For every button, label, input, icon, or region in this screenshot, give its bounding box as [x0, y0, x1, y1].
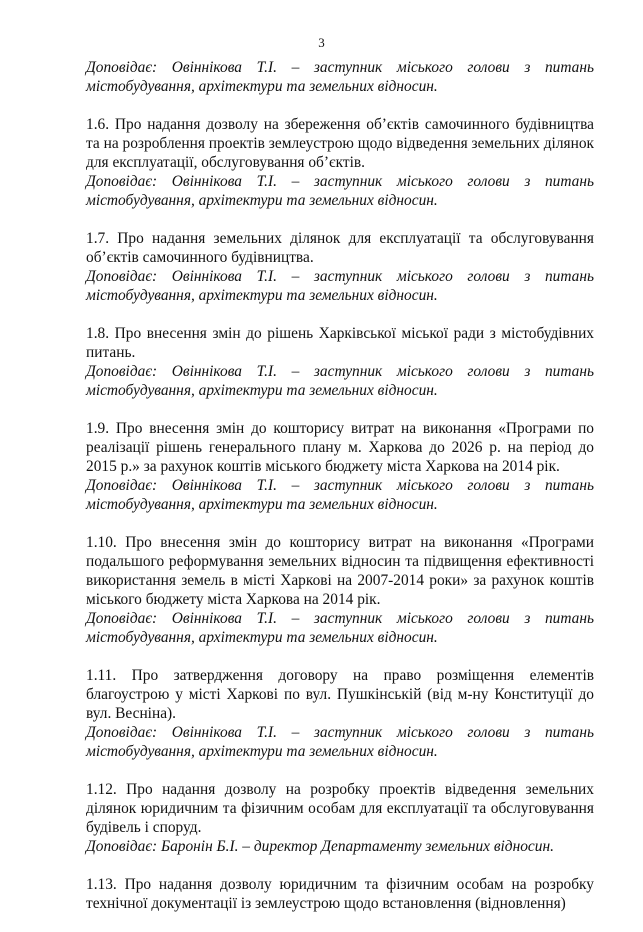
intro-reporter: [86, 58, 594, 96]
reporter-line: містобудування, архітектури та земельних відносин.: [86, 382, 438, 399]
agenda-item-1-11: [86, 666, 594, 761]
reporter-line: містобудування, архітектури та земельних відносин.: [86, 287, 438, 304]
agenda-item-title: 1.7. Про надання земельних ділянок для експлуатації та обслуговування об’єктів самочинного будівництва.: [86, 230, 594, 266]
agenda-item-1-6: [86, 115, 594, 210]
reporter-line: Доповідає: Овіннікова Т.І. – заступник міського голови з питань: [86, 477, 594, 494]
reporter-line: містобудування, архітектури та земельних відносин.: [86, 192, 438, 209]
reporter-line: Доповідає: Овіннікова Т.І. – заступник міського голови з питань: [86, 363, 594, 380]
agenda-item-1-7: [86, 229, 594, 305]
reporter-line: Доповідає: Овіннікова Т.І. – заступник міського голови з питань: [86, 610, 594, 627]
page-number: 3: [318, 35, 325, 50]
agenda-item-title: 1.12. Про надання дозволу на розробку проектів відведення земельних ділянок юридичним та фізичним особам для експлуатації та обслуговування будівель і споруд.: [86, 781, 594, 836]
reporter-line: Доповідає: Овіннікова Т.І. – заступник міського голови з питань: [86, 173, 594, 190]
reporter-line: Доповідає: Овіннікова Т.І. – заступник міського голови з питань: [86, 268, 594, 285]
agenda-item-title: 1.10. Про внесення змін до кошторису витрат на виконання «Програми подальшого реформування земельних відносин та підвищення ефективності використання земель в місті Харкові на 2007-2014 роки» за рахунок коштів міського бюджету міста Харкова на 2014 рік.: [86, 534, 594, 608]
agenda-item-title: 1.11. Про затвердження договору на право розміщення елементів благоустрою у місті Харкові по вул. Пушкінській (від м-ну Конституції до вул. Весніна).: [86, 667, 594, 722]
reporter-line: Доповідає: Баронін Б.І. – директор Департаменту земельних відносин.: [86, 838, 554, 855]
reporter-line: містобудування, архітектури та земельних відносин.: [86, 743, 438, 760]
agenda-item-1-8: [86, 324, 594, 400]
agenda-item-title: 1.6. Про надання дозволу на збереження об’єктів самочинного будівництва та на розроблення проектів землеустрою щодо відведення земельних ділянок для експлуатації, обслуговування об’єктів.: [86, 116, 594, 171]
reporter-line: містобудування, архітектури та земельних відносин.: [86, 496, 438, 513]
agenda-item-title: 1.13. Про надання дозволу юридичним та фізичним особам на розробку технічної документації із землеустрою щодо встановлення (відновлення): [86, 876, 594, 912]
reporter-line: Доповідає: Овіннікова Т.І. – заступник міського голови з питань: [86, 724, 594, 741]
agenda-item-title: 1.8. Про внесення змін до рішень Харківської міської ради з містобудівних питань.: [86, 325, 594, 361]
agenda-item-title: 1.9. Про внесення змін до кошторису витрат на виконання «Програми по реалізації рішень генерального плану м. Харкова до 2026 р. на період до 2015 р.» за рахунок коштів міського бюджету міста Харкова на 2014 рік.: [86, 420, 594, 475]
reporter-line: містобудування, архітектури та земельних відносин.: [86, 629, 438, 646]
agenda-item-1-12: [86, 780, 594, 856]
document-body: [86, 58, 594, 932]
reporter-line: Доповідає: Овіннікова Т.І. – заступник міського голови з питань: [86, 59, 594, 76]
agenda-item-1-13: [86, 875, 594, 913]
reporter-line: містобудування, архітектури та земельних відносин.: [86, 78, 438, 95]
agenda-item-1-10: [86, 533, 594, 647]
agenda-item-1-9: [86, 419, 594, 514]
